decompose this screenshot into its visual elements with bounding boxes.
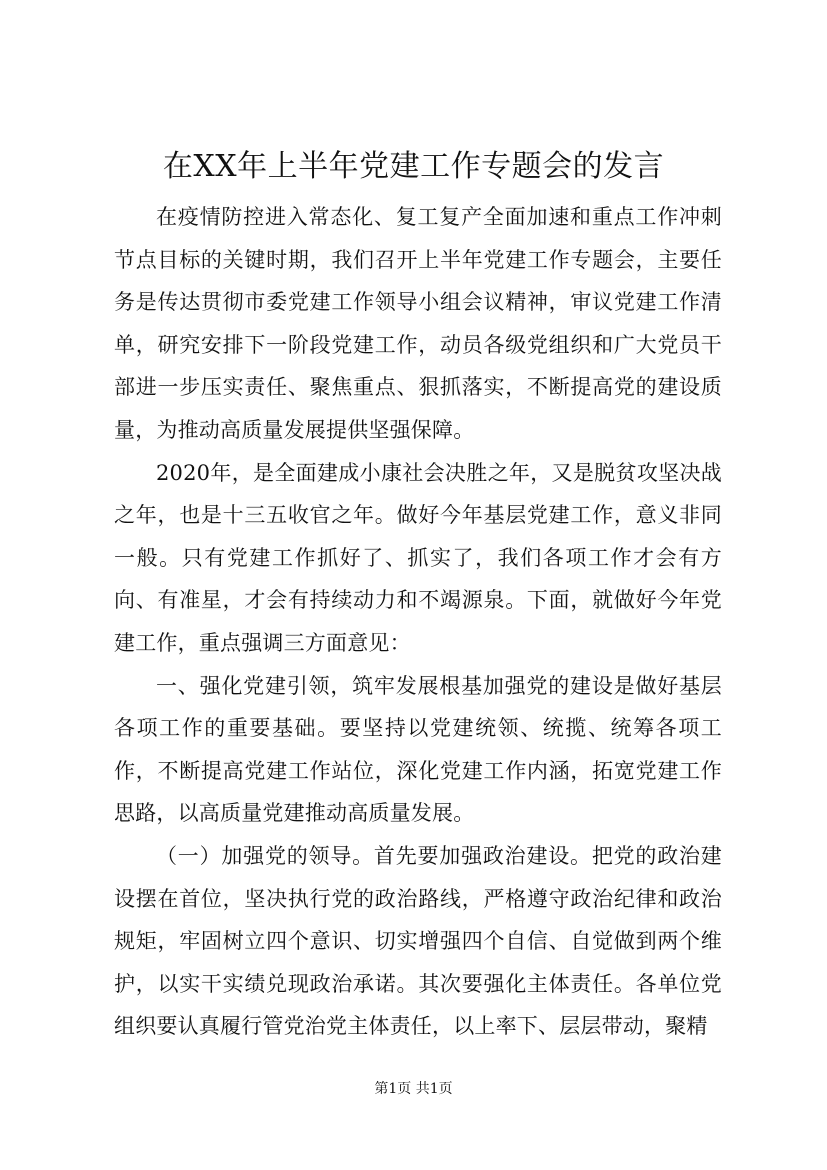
paragraph: 在疫情防控进入常态化、复工复产全面加速和重点工作冲刺节点目标的关键时期，我们召开上半年党建工作专题会，主要任务是传达贯彻市委党建工作领导小组会议精神，审议党建工作清单，研究安排下一阶段党建工作，动员各级党组织和广大党员干部进一步压实责任、聚焦重点、狠抓落实，不断提高党的建设质量，为推动高质量发展提供坚强保障。 — [114, 205, 722, 442]
page-footer: 第1页 共1页 — [374, 1081, 453, 1097]
document-title: 在XX年上半年党建工作专题会的发言 — [162, 149, 665, 184]
document-body — [114, 196, 722, 1048]
paragraph: 一、强化党建引领，筑牢发展根基加强党的建设是做好基层各项工作的重要基础。要坚持以党建统领、统揽、统筹各项工作，不断提高党建工作站位，深化党建工作内涵，拓宽党建工作思路，以高质量党建推动高质量发展。 — [114, 673, 722, 826]
paragraph: 2020年，是全面建成小康社会决胜之年，又是脱贫攻坚决战之年，也是十三五收官之年。做好今年基层党建工作，意义非同一般。只有党建工作抓好了、抓实了，我们各项工作才会有方向、有准星，才会有持续动力和不竭源泉。下面，就做好今年党建工作，重点强调三方面意见： — [114, 460, 722, 655]
paragraph: （一）加强党的领导。首先要加强政治建设。把党的政治建设摆在首位，坚决执行党的政治路线，严格遵守政治纪律和政治规矩，牢固树立四个意识、切实增强四个自信、自觉做到两个维护，以实干实绩兑现政治承诺。其次要强化主体责任。各单位党组织要认真履行管党治党主体责任，以上率下、层层带动，聚精 — [114, 843, 722, 1039]
